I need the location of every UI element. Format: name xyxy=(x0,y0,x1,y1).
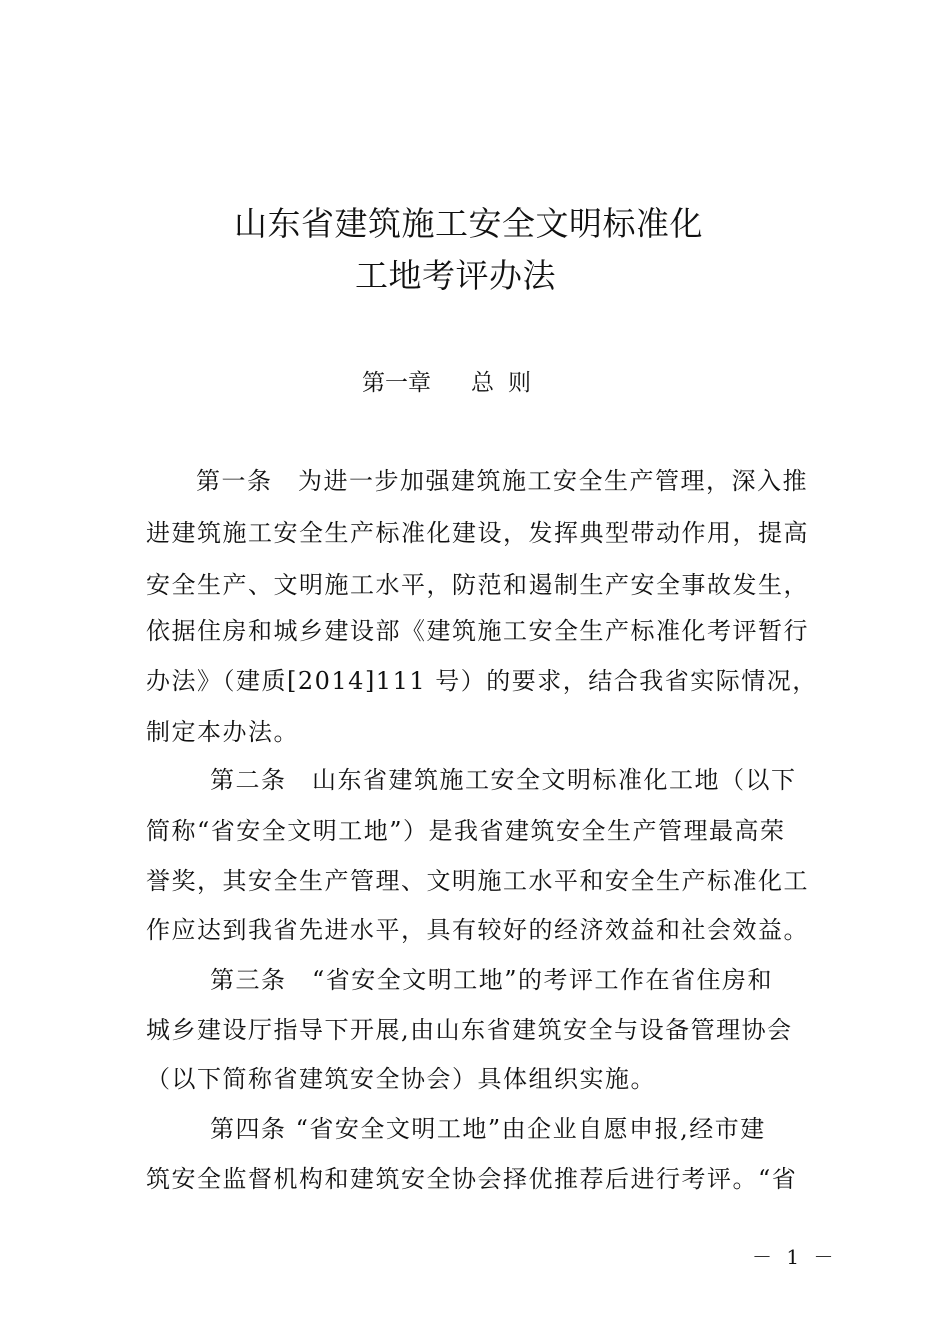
paragraph-4-line-1: 第四条 “省安全文明工地”由企业自愿申报,经市建 xyxy=(210,1115,766,1143)
paragraph-1-line-2: 进建筑施工安全生产标准化建设，发挥典型带动作用，提高 xyxy=(146,519,809,547)
paragraph-1-line-3: 安全生产、文明施工水平，防范和遏制生产安全事故发生， xyxy=(146,571,809,599)
chapter-number: 第一章 xyxy=(362,370,431,396)
document-title-line-2: 工地考评办法 xyxy=(355,256,556,295)
chapter-name-part-1: 总 xyxy=(471,370,494,396)
paragraph-1-line-4: 依据住房和城乡建设部《建筑施工安全生产标准化考评暂行 xyxy=(146,617,809,645)
paragraph-3-line-1: 第三条 “省安全文明工地”的考评工作在省住房和 xyxy=(210,966,774,994)
document-title-line-1: 山东省建筑施工安全文明标准化 xyxy=(234,204,703,243)
paragraph-3-line-2: 城乡建设厅指导下开展,由山东省建筑安全与设备管理协会 xyxy=(146,1016,793,1044)
paragraph-1-line-5: 办法》（建质[2014]111 号）的要求，结合我省实际情况， xyxy=(146,667,818,695)
paragraph-3-line-3: （以下简称省建筑安全协会）具体组织实施。 xyxy=(146,1065,656,1093)
chapter-name-part-2: 则 xyxy=(508,370,531,396)
paragraph-1-line-6: 制定本办法。 xyxy=(146,718,299,746)
paragraph-4-line-2: 筑安全监督机构和建筑安全协会择优推荐后进行考评。“省 xyxy=(146,1165,798,1193)
paragraph-2-line-4: 作应达到我省先进水平，具有较好的经济效益和社会效益。 xyxy=(146,916,809,944)
chapter-heading xyxy=(362,368,531,398)
paragraph-2-line-3: 誉奖，其安全生产管理、文明施工水平和安全生产标准化工 xyxy=(146,867,809,895)
paragraph-1-line-1: 第一条 为进一步加强建筑施工安全生产管理，深入推 xyxy=(196,467,808,495)
paragraph-2-line-2: 简称“省安全文明工地”）是我省建筑安全生产管理最高荣 xyxy=(146,817,786,845)
page-number: － 1 － xyxy=(752,1245,838,1269)
paragraph-2-line-1: 第二条 山东省建筑施工安全文明标准化工地（以下 xyxy=(210,766,797,794)
